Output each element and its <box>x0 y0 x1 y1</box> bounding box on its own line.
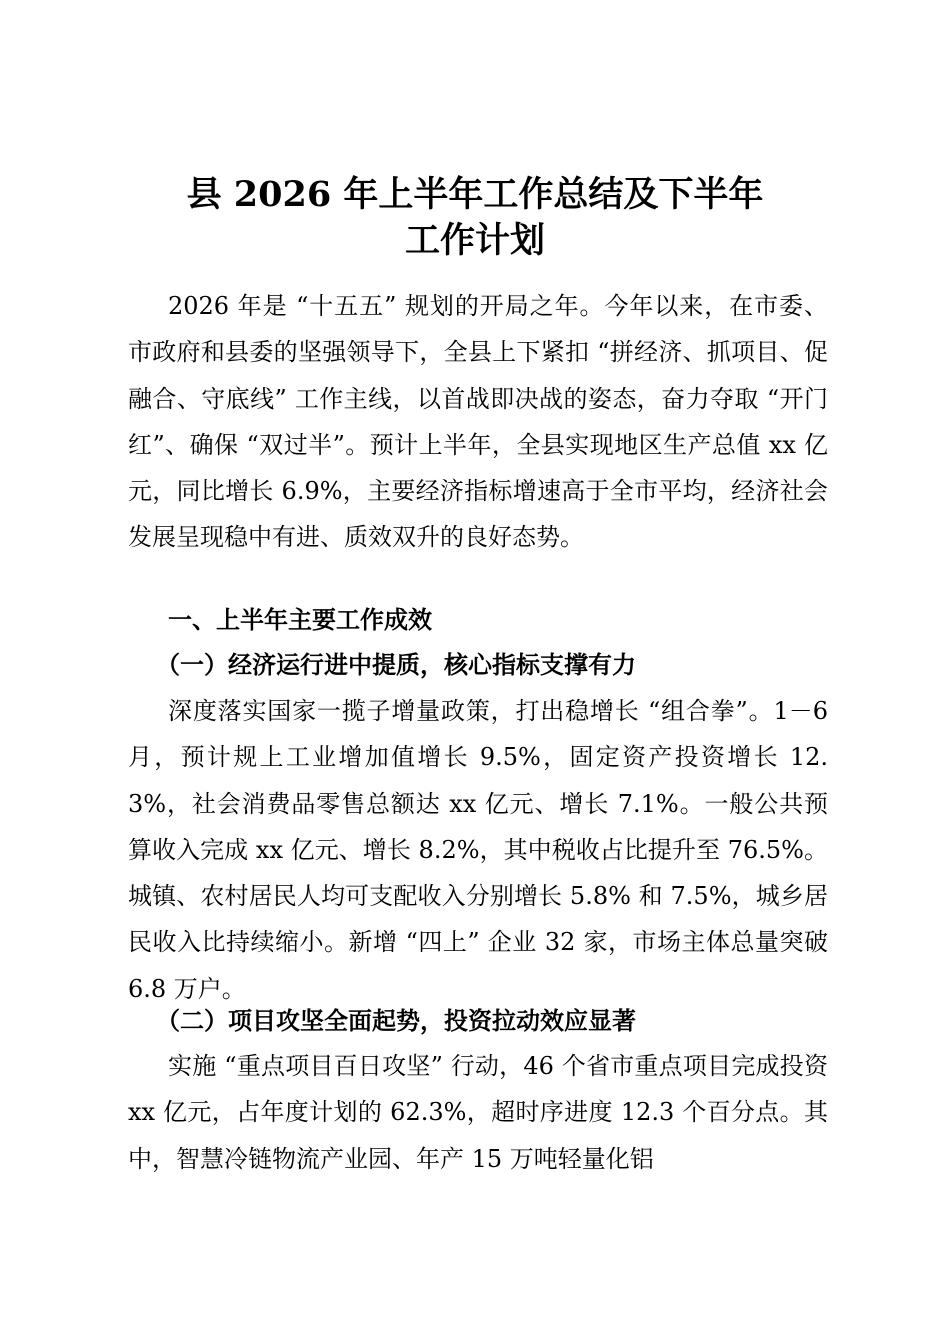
subsection-heading-2: （二）项目攻坚全面起势，投资拉动效应显著 <box>156 1006 636 1035</box>
subsection-heading-1: （一）经济运行进中提质，核心指标支撑有力 <box>156 650 636 679</box>
document-title-line2: 工作计划 <box>404 220 545 261</box>
document-title-line1: 县 2026 年上半年工作总结及下半年 <box>186 174 764 215</box>
intro-paragraph: 2026 年是 “十五五” 规划的开局之年。今年以来，在市委、市政府和县委的坚强领导下，全县上下紧扣 “拼经济、抓项目、促融合、守底线” 工作主线，以首战即决战的姿态，奋力夺取 “开门红”、确保 “双过半”。预计上半年，全县实现地区生产总值 xx 亿元，同比增长 6.9%，主要经济指标增速高于全市平均，经济社会发展呈现稳中有进、质效双升的良好态势。 <box>128 292 828 552</box>
subsection-paragraph-2: 实施 “重点项目百日攻坚” 行动，46 个省市重点项目完成投资 xx 亿元，占年度计划的 62.3%，超时序进度 12.3 个百分点。其中，智慧冷链物流产业园、年产 15 万吨轻量化铝 <box>128 1052 828 1173</box>
subsection-paragraph-1: 深度落实国家一揽子增量政策，打出稳增长 “组合拳”。1－6 月，预计规上工业增加值增长 9.5%，固定资产投资增长 12.3%，社会消费品零售总额达 xx 亿元、增长 7.1%。一般公共预算收入完成 xx 亿元、增长 8.2%，其中税收占比提升至 76.5%。城镇、农村居民人均可支配收入分别增长 5.8% 和 7.5%，城乡居民收入比持续缩小。新增 “四上” 企业 32 家，市场主体总量突破 6.8 万户。 <box>128 697 828 1003</box>
section-heading-1: 一、上半年主要工作成效 <box>168 605 432 634</box>
